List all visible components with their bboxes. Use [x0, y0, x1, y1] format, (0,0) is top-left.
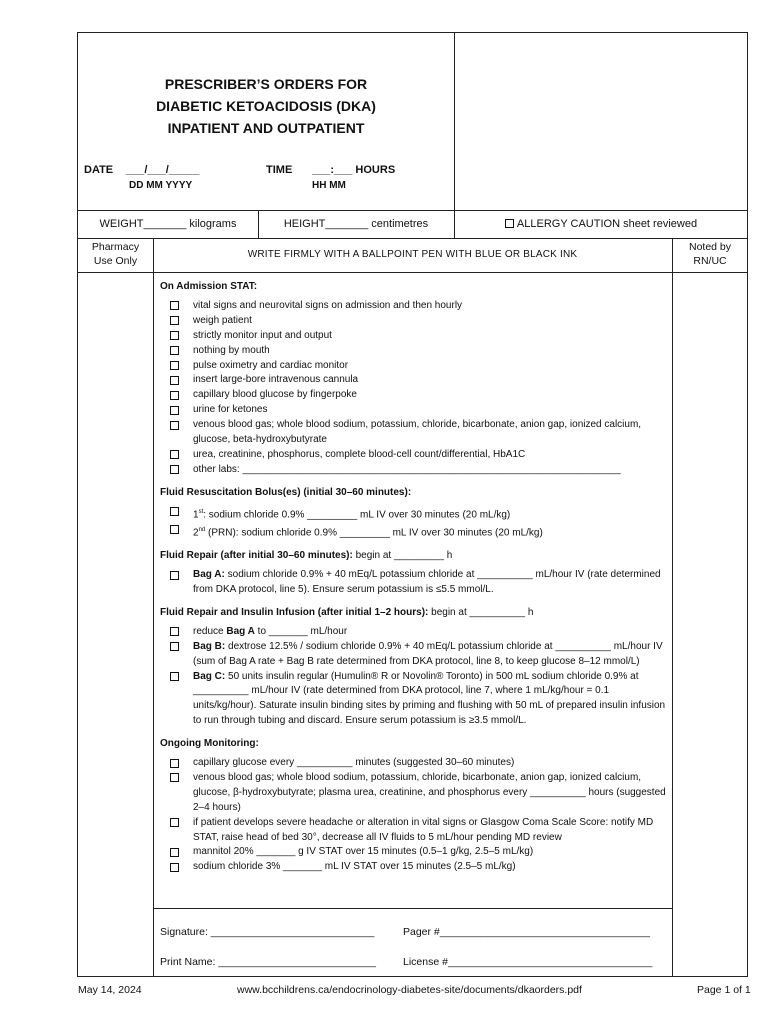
- height-field[interactable]: HEIGHT_______ centimetres: [258, 210, 455, 238]
- admission-heading: On Admission STAT:: [160, 281, 258, 292]
- list-item: Bag B: dextrose 12.5% / sodium chloride 0.9% + 40 mEq/L potassium chloride at __________ mL/hour IV (sum of Bag A rate + Bag B rate determined from DKA protocol, line 8, to keep glucose 8–12 mmol/L): [160, 640, 670, 670]
- measurements-row: [78, 210, 747, 239]
- checkbox-icon[interactable]: [170, 507, 179, 516]
- list-item: Bag C: 50 units insulin regular (Humulin® R or Novolin® Toronto) in 500 mL sodium chloride 0.9% at __________ mL/hour IV (rate determined from DKA protocol, line 7, where 1 mL/kg/hour = 0.1 units/kg/hour). Saturate insulin binding sites by priming and flushing with 50 mL of prepared insulin infusion to run through tubing and discard. Ensure serum potassium is ≥3.5 mmol/L.: [160, 670, 670, 730]
- list-item-text: sodium chloride 3% _______ mL IV STAT over 15 minutes (2.5–5 mL/kg): [193, 861, 516, 873]
- list-item: [160, 860, 670, 875]
- noted-line-2: RN/UC: [693, 255, 727, 267]
- list-item: [160, 771, 670, 816]
- list-item: [160, 299, 670, 314]
- checkbox-icon[interactable]: [170, 421, 179, 430]
- list-item-text: urea, creatinine, phosphorus, complete blood-cell count/differential, HbA1C: [193, 448, 526, 460]
- list-item: [160, 756, 670, 771]
- list-item-text: insert large-bore intravenous cannula: [193, 374, 359, 386]
- checkbox-icon[interactable]: [170, 406, 179, 415]
- checkbox-icon[interactable]: [170, 672, 179, 681]
- checkbox-icon[interactable]: [170, 818, 179, 827]
- list-item: Bag A: sodium chloride 0.9% + 40 mEq/L potassium chloride at __________ mL/hour IV (rate determined from DKA protocol, line 5). Ensure serum potassium is ≤5.5 mmol/L.: [160, 568, 670, 598]
- ink-instruction: WRITE FIRMLY WITH A BALLPOINT PEN WITH BLUE OR BLACK INK: [247, 249, 578, 260]
- title-line-2: DIABETIC KETOACIDOSIS (DKA): [156, 98, 376, 114]
- list-item: [160, 373, 670, 388]
- allergy-check[interactable]: [455, 210, 747, 238]
- pager-field[interactable]: Pager #____________________________________: [403, 926, 651, 938]
- list-item-text: mannitol 20% _______ g IV STAT over 15 minutes (0.5–1 g/kg, 2.5–5 mL/kg): [193, 846, 534, 858]
- list-item-text: if patient develops severe headache or alteration in vital signs or Glasgow Coma Scale Score: notify MD STAT, raise head of bed 30°, decrease all IV fluids to 5 mL/hour pending MD review: [193, 816, 654, 843]
- dka-order-form: [77, 32, 748, 977]
- list-item: [160, 329, 670, 344]
- footer-url[interactable]: www.bcchildrens.ca/endocrinology-diabetes-site/documents/dkaorders.pdf: [237, 984, 582, 996]
- list-item: reduce Bag A to _______ mL/hour: [160, 625, 670, 640]
- checkbox-icon[interactable]: [170, 346, 179, 355]
- list-item-text: urine for ketones: [193, 404, 268, 416]
- checkbox-icon[interactable]: [170, 316, 179, 325]
- pharmacy-header: [78, 240, 153, 268]
- date-label: DATE: [84, 164, 114, 176]
- time-field[interactable]: ___:___ HOURS: [312, 164, 396, 176]
- monitoring-heading: Ongoing Monitoring:: [160, 738, 259, 750]
- list-item-text: capillary glucose every __________ minutes (suggested 30–60 minutes): [193, 757, 515, 769]
- admission-list: [160, 299, 670, 478]
- list-item: [160, 418, 670, 448]
- checkbox-icon[interactable]: [170, 525, 179, 534]
- list-item: [160, 388, 670, 403]
- list-item: [160, 448, 670, 463]
- checkbox-icon[interactable]: [170, 863, 179, 872]
- checkbox-icon[interactable]: [170, 848, 179, 857]
- bolus-heading: Fluid Resuscitation Bolus(es) (initial 30–60 minutes):: [160, 486, 412, 498]
- title-line-1: PRESCRIBER’S ORDERS FOR: [164, 76, 368, 92]
- checkbox-icon[interactable]: [170, 376, 179, 385]
- form-title: [78, 73, 454, 139]
- checkbox-icon[interactable]: [170, 465, 179, 474]
- checkbox-icon[interactable]: [505, 219, 514, 228]
- insulin-heading: Fluid Repair and Insulin Infusion (after initial 1–2 hours): begin at __________ h: [160, 606, 534, 618]
- checkbox-icon[interactable]: [170, 301, 179, 310]
- checkbox-icon[interactable]: [170, 571, 179, 580]
- list-item: [160, 816, 670, 846]
- checkbox-icon[interactable]: [170, 773, 179, 782]
- checkbox-icon[interactable]: [170, 627, 179, 636]
- list-item: 2nd (PRN): sodium chloride 0.9% _________ mL IV over 30 minutes (20 mL/kg): [160, 523, 670, 541]
- date-format: DD MM YYYY: [129, 180, 193, 191]
- list-item-text: vital signs and neurovital signs on admission and then hourly: [193, 299, 463, 311]
- list-item-text: other labs: ____________________________________________________________________: [193, 463, 621, 475]
- noted-header: [673, 240, 747, 268]
- list-item-text: nothing by mouth: [193, 344, 270, 356]
- footer-date: May 14, 2024: [78, 984, 142, 996]
- noted-column-divider: [672, 238, 673, 976]
- print-name-field[interactable]: Print Name: ___________________________: [160, 956, 377, 968]
- list-item: [160, 344, 670, 359]
- title-line-3: INPATIENT AND OUTPATIENT: [167, 120, 365, 136]
- signature-divider: [154, 908, 672, 909]
- checkbox-icon[interactable]: [170, 450, 179, 459]
- list-item-text: weigh patient: [193, 314, 252, 326]
- column-header-row: [78, 238, 747, 273]
- pharmacy-line-2: Use Only: [93, 255, 138, 267]
- checkbox-icon[interactable]: [170, 642, 179, 651]
- header-left-cell: [78, 33, 455, 210]
- license-field[interactable]: License #___________________________________: [403, 956, 653, 968]
- list-item-text: capillary blood glucose by fingerpoke: [193, 389, 357, 401]
- pharmacy-line-1: Pharmacy: [91, 241, 140, 253]
- noted-line-1: Noted by: [688, 241, 732, 253]
- allergy-label: ALLERGY CAUTION sheet reviewed: [516, 218, 698, 230]
- checkbox-icon[interactable]: [170, 331, 179, 340]
- checkbox-icon[interactable]: [170, 361, 179, 370]
- list-item: [160, 845, 670, 860]
- time-label: TIME: [266, 164, 293, 176]
- time-format: HH MM: [312, 180, 346, 191]
- orders-content: [160, 280, 670, 875]
- weight-field[interactable]: WEIGHT_______ kilograms: [78, 210, 259, 238]
- form-header: [78, 33, 747, 211]
- date-field[interactable]: ___/___/_____: [126, 164, 200, 176]
- signature-field[interactable]: Signature: ____________________________: [160, 926, 375, 938]
- repair-heading: Fluid Repair (after initial 30–60 minutes): begin at _________ h: [160, 550, 453, 562]
- list-item: [160, 314, 670, 329]
- pharmacy-column-divider: [153, 238, 154, 976]
- list-item: [160, 403, 670, 418]
- checkbox-icon[interactable]: [170, 391, 179, 400]
- checkbox-icon[interactable]: [170, 759, 179, 768]
- list-item-text: venous blood gas; whole blood sodium, potassium, chloride, bicarbonate, anion gap, ionized calcium, glucose, beta-hydroxybutyrate: [193, 419, 642, 446]
- list-item-text: venous blood gas; whole blood sodium, potassium, chloride, bicarbonate, anion gap, ionized calcium, glucose, β-hydroxybutyrate; plasma urea, creatinine, and phosphorus every __________ hours (suggested 2–4 hours): [193, 771, 666, 813]
- list-item: [160, 463, 670, 478]
- list-item-text: strictly monitor input and output: [193, 329, 332, 341]
- list-item: 1st: sodium chloride 0.9% _________ mL IV over 30 minutes (20 mL/kg): [160, 505, 670, 523]
- monitoring-list: [160, 756, 670, 875]
- list-item-text: pulse oximetry and cardiac monitor: [193, 359, 349, 371]
- footer-page: Page 1 of 1: [697, 984, 751, 996]
- list-item: [160, 359, 670, 374]
